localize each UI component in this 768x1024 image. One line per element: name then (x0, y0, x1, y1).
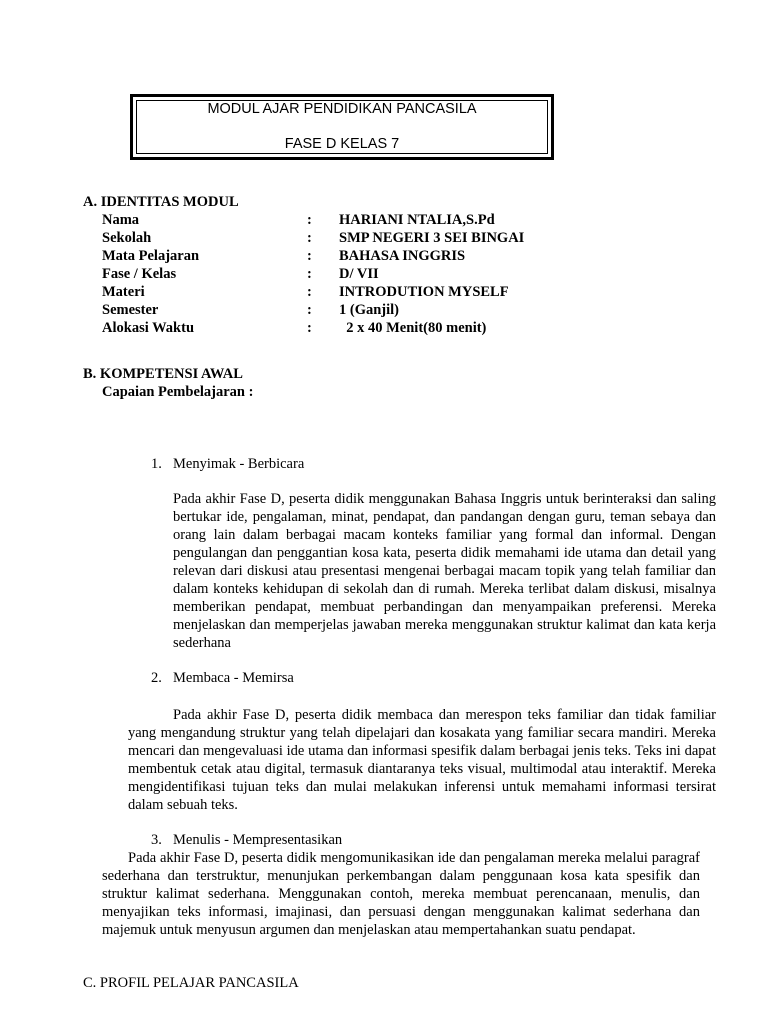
list-item-title: Membaca - Memirsa (173, 670, 294, 686)
identity-label: Materi (102, 284, 145, 300)
list-item-title: Menulis - Mempresentasikan (173, 832, 343, 848)
list-item-number: 3. (151, 832, 162, 848)
list-item-paragraph: Pada akhir Fase D, peserta didik mengomunikasikan ide dan pengalaman mereka melalui paragraf sederhana dan terstruktur, menunjukan perkembangan dalam penggunaan kosa kata spesifik dan struktur kalimat sederhana. Menggunakan contoh, mereka membuat perencanaan, menulis, dan menyajikan teks informasi, imajinasi, dan persuasi dengan menggunakan kalimat sederhana dan majemuk untuk menyusun argumen dan menjelaskan atau mempertahankan suatu pendapat. (102, 850, 700, 938)
list-item-number: 1. (151, 456, 162, 472)
identity-value: 1 (Ganjil) (339, 302, 400, 318)
document-subtitle: FASE D KELAS 7 (284, 136, 400, 152)
identity-value: 2 x 40 Menit(80 menit) (339, 320, 487, 336)
identity-row-materi (102, 284, 662, 302)
list-item-number: 2. (151, 670, 162, 686)
identity-row-sekolah (102, 230, 662, 248)
section-b-heading: B. KOMPETENSI AWAL (83, 366, 243, 382)
identity-label: Nama (102, 212, 140, 228)
identity-row-nama (102, 212, 662, 230)
identity-row-semester (102, 302, 662, 320)
document-title: MODUL AJAR PENDIDIKAN PANCASILA (207, 101, 477, 117)
identity-value: SMP NEGERI 3 SEI BINGAI (339, 230, 525, 246)
identity-colon: : (307, 320, 312, 336)
identity-label: Mata Pelajaran (102, 248, 200, 264)
title-box (130, 94, 554, 160)
identity-colon: : (307, 302, 312, 318)
identity-row-fase-kelas (102, 266, 662, 284)
identity-label: Sekolah (102, 230, 152, 246)
identity-label: Semester (102, 302, 159, 318)
list-item-title: Menyimak - Berbicara (173, 456, 305, 472)
identity-label: Alokasi Waktu (102, 320, 195, 336)
identity-colon: : (307, 266, 312, 282)
identity-colon: : (307, 248, 312, 264)
identity-value: BAHASA INGGRIS (339, 248, 466, 264)
identity-colon: : (307, 212, 312, 228)
list-item-paragraph: Pada akhir Fase D, peserta didik menggunakan Bahasa Inggris untuk berinteraksi dan saling bertukar ide, pengalaman, minat, pendapat, dan pandangan dengan guru, teman sebaya dan orang lain dalam berbagai macam konteks familiar yang formal dan informal. Dengan pengulangan dan penggantian kosa kata, peserta didik memahami ide utama dan detail yang relevan dari diskusi atau presentasi mengenai berbagai macam topik yang telah familiar dan dalam konteks kehidupan di sekolah dan di rumah. Mereka terlibat dalam diskusi, misalnya memberikan pendapat, membuat perbandingan dan menyampaikan preferensi. Mereka menjelaskan dan memperjelas jawaban mereka menggunakan struktur kalimat dan kata kerja sederhana (173, 491, 716, 651)
identity-colon: : (307, 284, 312, 300)
section-c-heading: C. PROFIL PELAJAR PANCASILA (83, 975, 299, 991)
identity-label: Fase / Kelas (102, 266, 177, 282)
identity-colon: : (307, 230, 312, 246)
identity-row-mata-pelajaran (102, 248, 662, 266)
section-b-subheading: Capaian Pembelajaran : (102, 384, 254, 400)
identity-value: INTRODUTION MYSELF (339, 284, 509, 300)
identity-value: D/ VII (339, 266, 379, 282)
identity-value: HARIANI NTALIA,S.Pd (339, 212, 495, 228)
identity-row-alokasi-waktu (102, 320, 662, 338)
list-item-paragraph: Pada akhir Fase D, peserta didik membaca dan merespon teks familiar dan tidak familiar yang mengandung struktur yang telah dipelajari dan kosakata yang familiar secara mandiri. Mereka mencari dan mengevaluasi ide utama dan informasi spesifik dalam berbagai jenis teks. Teks ini dapat membentuk cetak atau digital, termasuk diantaranya teks visual, multimodal atau interaktif. Mereka mengidentifikasi tujuan teks dan mulai melakukan inferensi untuk memahami informasi tersirat dalam sebuah teks. (128, 707, 716, 813)
section-a-heading: A. IDENTITAS MODUL (83, 194, 239, 210)
